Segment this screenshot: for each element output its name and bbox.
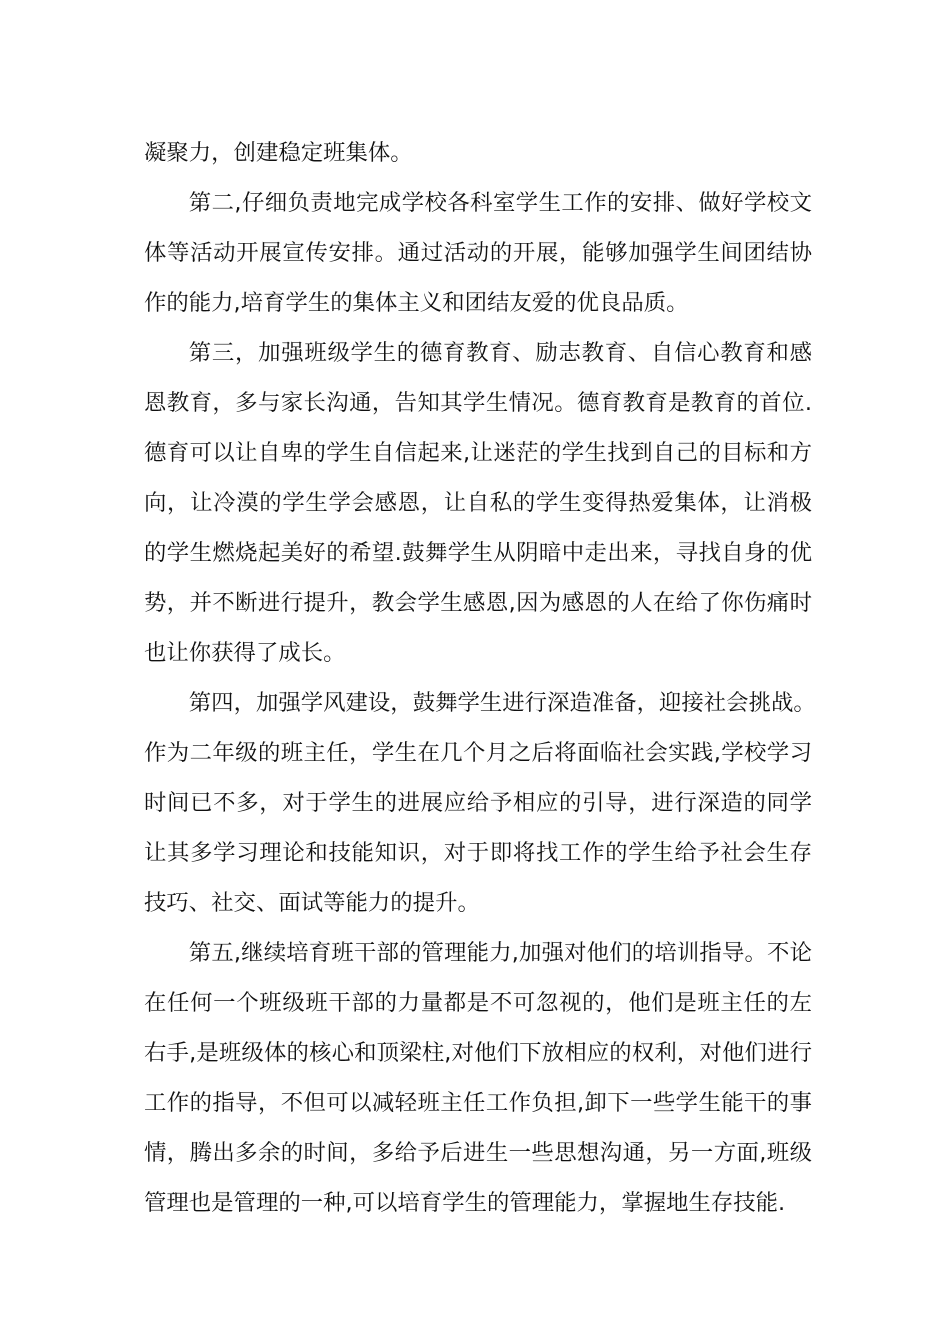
text-line: 第二,仔细负责地完成学校各科室学生工作的安排、做好学校文 — [188, 190, 812, 216]
text-line: 工作的指导，不但可以减轻班主任工作负担,卸下一些学生能干的事 — [144, 1090, 812, 1116]
text-line: 也让你获得了成长。 — [144, 640, 346, 666]
text-line: 让其多学习理论和技能知识，对于即将找工作的学生给予社会生存 — [144, 840, 812, 866]
text-line: 的学生燃烧起美好的希望.鼓舞学生从阴暗中走出来，寻找自身的优 — [144, 540, 812, 566]
paragraph — [144, 678, 816, 928]
text-line: 恩教育，多与家长沟通，告知其学生情况。德育教育是教育的首位. — [144, 390, 812, 416]
text-line: 体等活动开展宣传安排。通过活动的开展，能够加强学生间团结协 — [144, 240, 812, 266]
text-line: 凝聚力，创建稳定班集体。 — [144, 140, 413, 166]
paragraph — [144, 178, 812, 328]
text-line: 作为二年级的班主任，学生在几个月之后将面临社会实践,学校学习 — [144, 740, 812, 766]
document-page — [144, 128, 816, 1228]
text-line: 作的能力,培育学生的集体主义和团结友爱的优良品质。 — [144, 290, 689, 316]
text-line: 技巧、社交、面试等能力的提升。 — [144, 890, 480, 916]
text-line: 势，并不断进行提升，教会学生感恩,因为感恩的人在给了你伤痛时 — [144, 590, 812, 616]
text-line: 管理也是管理的一种,可以培育学生的管理能力，掌握地生存技能. — [144, 1190, 786, 1216]
paragraph — [144, 928, 812, 1228]
paragraph — [144, 328, 812, 678]
text-line: 情，腾出多余的时间，多给予后进生一些思想沟通，另一方面,班级 — [144, 1140, 812, 1166]
text-line: 向，让冷漠的学生学会感恩，让自私的学生变得热爱集体，让消极 — [144, 490, 812, 516]
text-line: 在任何一个班级班干部的力量都是不可忽视的，他们是班主任的左 — [144, 990, 812, 1016]
text-line: 时间已不多，对于学生的进展应给予相应的引导，进行深造的同学 — [144, 790, 812, 816]
text-line: 第三，加强班级学生的德育教育、励志教育、自信心教育和感 — [188, 340, 812, 366]
paragraph — [144, 128, 812, 178]
text-line: 右手,是班级体的核心和顶梁柱,对他们下放相应的权利，对他们进行 — [144, 1040, 812, 1066]
text-line: 德育可以让自卑的学生自信起来,让迷茫的学生找到自己的目标和方 — [144, 440, 812, 466]
text-line: 第五,继续培育班干部的管理能力,加强对他们的培训指导。不论 — [188, 940, 812, 966]
text-line: 第四，加强学风建设，鼓舞学生进行深造准备，迎接社会挑战。 — [188, 690, 816, 716]
